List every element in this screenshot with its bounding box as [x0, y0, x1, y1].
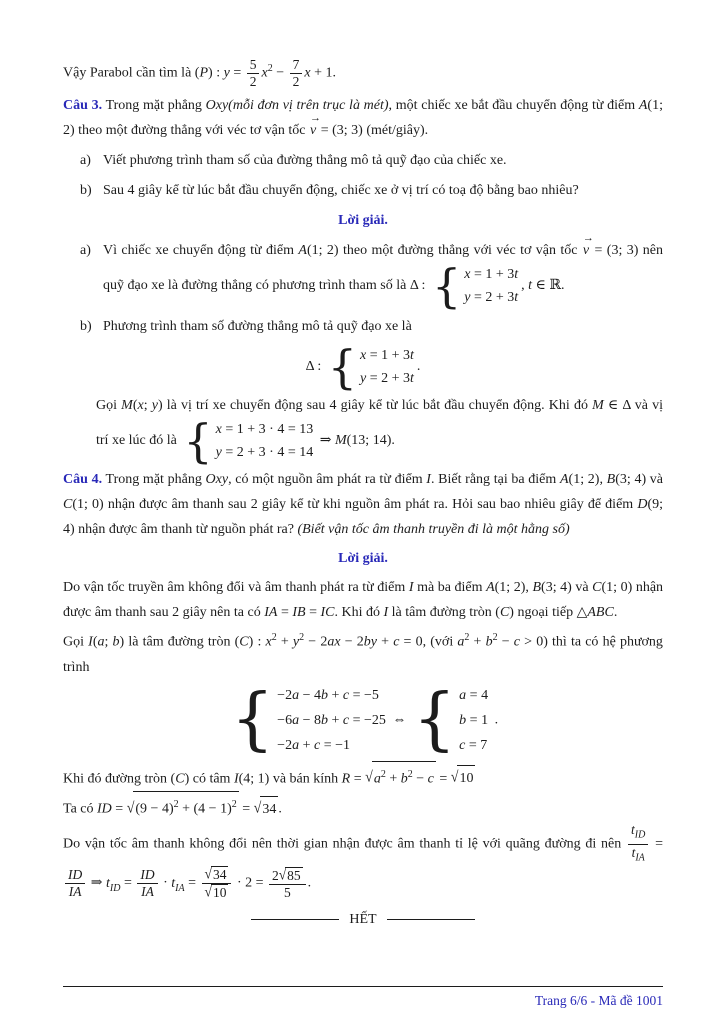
end-marker — [63, 907, 663, 932]
list-item-body — [103, 148, 663, 173]
solution-3a — [80, 238, 664, 313]
text-run: nên quỹ đạo xe là đường thẳng có phương trình tham số là — [103, 242, 664, 294]
math-run: ⇒ — [87, 876, 106, 891]
fraction-numerator — [628, 822, 648, 844]
math-run: IA = IB = IC — [264, 604, 335, 620]
square-root — [205, 884, 229, 901]
math-run: x + 1. — [304, 65, 336, 81]
radicand — [211, 866, 229, 883]
fraction — [65, 867, 85, 900]
var-base: t — [631, 821, 635, 837]
math-run: x = 1 + 3 · 4 = 13 — [215, 421, 314, 437]
math-run: 5 — [283, 884, 291, 900]
text-run: Phương trình tham số đường thẳng mô tả quỹ đạo xe là — [103, 318, 412, 334]
subscripted-variable — [171, 876, 185, 894]
solution-3b-position — [96, 393, 664, 468]
cases-rows — [216, 418, 314, 464]
math-run: . — [491, 712, 499, 728]
math-run: A(1; 2) — [63, 97, 663, 138]
math-run: y = 2 + 3t — [360, 370, 414, 386]
cases-row — [459, 708, 488, 733]
math-run: Oxy — [205, 471, 229, 487]
fraction-numerator — [137, 867, 157, 883]
math-run: x = 1 + 3t — [360, 347, 414, 363]
question-3-item-a — [80, 148, 663, 173]
math-run: C(1; 0) — [592, 579, 633, 595]
text-run: Viết phương trình tham số của đường thẳng mô tả quỹ đạo của chiếc xe. — [103, 152, 507, 168]
cases-row — [464, 286, 518, 309]
cases-system — [230, 680, 386, 760]
math-run: ID = — [97, 801, 127, 817]
question-label: Câu 3. — [63, 97, 103, 113]
left-brace-icon: { — [431, 258, 462, 313]
math-run: , t ∈ ℝ. — [521, 278, 565, 294]
math-run: − — [272, 65, 288, 81]
math-run: − c > 0 — [497, 634, 544, 650]
cases-row — [464, 263, 518, 286]
math-run: (P) : y = — [194, 65, 245, 81]
text-run: Khi đó đường tròn — [63, 771, 171, 787]
text-run: (với — [426, 634, 458, 650]
math-run: = (3; 3) — [317, 122, 363, 138]
radicand — [211, 884, 229, 901]
math-run: 2 — [292, 73, 300, 89]
text-run: Gọi — [96, 397, 122, 413]
subscript: IA — [635, 852, 645, 864]
solution-4-equal-distances — [63, 575, 663, 625]
cases-row — [277, 733, 386, 758]
math-run: 2 — [249, 73, 257, 89]
math-run: IA — [141, 884, 154, 900]
math-run: −2a − 4b + c = −5 — [277, 687, 379, 703]
text-run: , một chiếc xe bắt đầu chuyển động từ điểm — [388, 97, 639, 113]
radicand — [372, 761, 436, 792]
fraction — [247, 57, 260, 90]
cases-row — [360, 367, 414, 390]
math-run: c = 7 — [459, 737, 488, 753]
solution-heading-q4: Lời giải. — [338, 550, 388, 566]
square-root — [205, 866, 229, 883]
math-run: A(1; 2) — [298, 242, 339, 258]
text-run: . Biết rằng tại ba điểm — [430, 471, 560, 487]
solution-4-center-radius — [63, 761, 663, 792]
math-run: + b — [469, 634, 493, 650]
math-run: · — [159, 876, 172, 891]
vector-arrow-symbol: v → — [310, 118, 316, 143]
math-run: . — [416, 359, 421, 375]
math-run: = — [238, 801, 254, 817]
question-4 — [63, 467, 663, 542]
math-run: + b — [385, 771, 408, 787]
text-run: là tâm đường tròn — [388, 604, 496, 620]
math-run: 34 — [212, 867, 227, 883]
math-run: 34 — [262, 801, 277, 817]
text-run: ) thì ta có hệ phương trình — [63, 634, 663, 675]
math-run: IA — [68, 884, 82, 900]
text-run: và bán kính — [269, 771, 342, 787]
math-run: Δ : — [409, 278, 429, 294]
text-run: Do vận tốc truyền âm không đổi và âm thanh phát ra từ điểm — [63, 579, 409, 595]
list-item-label: b) — [80, 182, 92, 198]
math-run: a — [373, 771, 381, 787]
left-brace-icon: { — [230, 680, 275, 760]
text-run: . — [278, 801, 282, 817]
cases-row — [459, 683, 488, 708]
text-run: là tâm đường tròn — [124, 634, 235, 650]
radical-sign-icon: √ — [204, 866, 212, 883]
math-run: ⇒ M(13; 14). — [316, 433, 395, 449]
math-run: 5 — [249, 56, 257, 72]
text-run: Trong mặt phẳng — [102, 471, 206, 487]
fraction-numerator — [290, 57, 303, 73]
var-base: t — [105, 876, 110, 891]
italic-text-run: (Biết vận tốc âm thanh truyền đi là một hằng số) — [297, 521, 570, 537]
cases-system — [412, 680, 489, 760]
cases-system — [327, 339, 414, 394]
math-run: I — [426, 471, 431, 487]
text-run: nhận được âm thanh từ nguồn phát ra? — [74, 521, 298, 537]
math-run: 10 — [459, 771, 474, 787]
math-run: a — [457, 634, 465, 650]
math-run: x = 1 + 3t — [464, 266, 519, 282]
math-run: B(3; 4) — [532, 579, 572, 595]
math-run: △ABC. — [576, 604, 618, 620]
math-run: 2 — [272, 867, 279, 883]
fraction — [628, 822, 648, 866]
superscript: 2 — [299, 631, 305, 643]
math-run: I — [383, 604, 389, 620]
subscript: IA — [175, 882, 185, 894]
text-run: là vị trí xe chuyển động sau 4 giây kể từ lúc bắt đầu chuyển động. Khi đó — [162, 397, 593, 413]
math-run: y = 2 + 3 · 4 = 14 — [215, 444, 314, 460]
math-run: −6a − 8b + c = −25 — [277, 712, 386, 728]
radical-sign-icon: √ — [253, 800, 262, 817]
math-run: + (4 − 1) — [178, 801, 232, 817]
math-run: I(4; 1) — [233, 771, 270, 787]
footer-page-number: Trang 6/6 - Mã đề 1001 — [534, 993, 663, 1008]
text-run: Vì chiếc xe chuyển động từ điểm — [103, 242, 299, 258]
math-run: (C) — [170, 771, 190, 787]
math-run: 85 — [287, 867, 301, 883]
math-run: −2a + c = −1 — [277, 737, 350, 753]
subscript: ID — [109, 882, 121, 894]
intro-parabola-line — [63, 56, 663, 90]
math-run: + y — [276, 634, 300, 650]
cases-row — [216, 441, 314, 464]
text-run: ngoại tiếp — [513, 604, 577, 620]
fraction-numerator — [202, 866, 232, 883]
list-item-body — [103, 178, 663, 203]
text-run: , — [525, 579, 533, 595]
fraction-numerator — [269, 867, 306, 884]
fraction-denominator — [247, 73, 260, 90]
text-run: Trong mặt phẳng — [102, 97, 206, 113]
math-run: ID — [140, 867, 155, 883]
solution-4-distance-id — [63, 791, 663, 822]
cases-row — [216, 418, 314, 441]
subscripted-variable — [631, 844, 645, 864]
fraction-denominator — [65, 883, 85, 900]
subscripted-variable — [631, 821, 646, 841]
math-run: = — [435, 771, 451, 787]
math-run: = — [184, 876, 200, 891]
math-run: M(x; y) — [121, 397, 163, 413]
radicand — [260, 796, 278, 822]
list-item-body — [103, 238, 664, 313]
math-run: ⇔ — [388, 712, 410, 728]
superscript: 2 — [492, 631, 498, 643]
display-trajectory-system — [63, 339, 663, 394]
square-root — [451, 765, 476, 791]
math-run: = — [120, 876, 136, 891]
end-rule-right — [387, 919, 475, 920]
text-run: mà ba điểm — [413, 579, 487, 595]
fraction — [137, 867, 157, 900]
superscript: 2 — [271, 631, 277, 643]
footer-rule — [63, 986, 663, 987]
fraction-numerator — [65, 867, 85, 883]
question-3 — [63, 93, 663, 143]
fraction — [290, 57, 303, 90]
math-run: (9 − 4) — [135, 801, 174, 817]
vector-arrow-symbol: v → — [583, 238, 589, 263]
left-brace-icon: { — [327, 339, 357, 394]
text-run: , — [599, 471, 607, 487]
cases-row — [459, 733, 488, 758]
radical-sign-icon: √ — [278, 866, 287, 883]
text-run: Gọi — [63, 634, 89, 650]
math-run: (C) — [495, 604, 514, 620]
text-run: Vậy Parabol cần tìm là — [63, 65, 195, 81]
math-run: Δ : — [305, 359, 325, 375]
cases-rows — [459, 683, 488, 758]
math-run: − c — [412, 771, 434, 787]
math-run: 10 — [212, 885, 227, 901]
italic-text-run: (mỗi đơn vị trên trục là mét) — [228, 97, 389, 113]
fraction — [202, 866, 232, 901]
cases-system — [183, 413, 314, 468]
math-run: Oxy — [205, 97, 229, 113]
cases-row — [277, 708, 386, 733]
radical-sign-icon: √ — [365, 769, 373, 786]
left-brace-icon: { — [412, 680, 457, 760]
math-run: a = 4 — [459, 687, 489, 703]
radicand — [457, 765, 475, 791]
square-root — [279, 867, 303, 884]
math-run: D(9; 4) — [63, 496, 663, 537]
document-body — [63, 56, 663, 932]
cases-row — [277, 683, 386, 708]
page-footer — [63, 986, 663, 1010]
solution-3b — [80, 314, 663, 339]
radical-sign-icon: √ — [126, 800, 135, 817]
radicand — [285, 867, 303, 884]
text-run: nhận được âm thanh sau 2 giây nên ta có — [63, 579, 664, 620]
cases-row — [360, 344, 414, 367]
solution-heading-q3: Lời giải. — [338, 212, 388, 228]
solution-4-time-ratio — [63, 822, 663, 901]
math-run: R = — [341, 771, 366, 787]
question-label: Câu 4. — [63, 471, 103, 487]
fraction — [269, 867, 306, 901]
math-run: ID — [68, 867, 83, 883]
list-item-label: a) — [80, 152, 91, 168]
math-run: A(1; 2) — [486, 579, 526, 595]
math-run: x — [261, 65, 268, 81]
square-root — [365, 761, 436, 792]
math-run: I(a; b) — [88, 634, 125, 650]
math-run: 7 — [292, 56, 300, 72]
text-run: và — [646, 471, 664, 487]
fraction-denominator — [202, 883, 232, 901]
subscripted-variable — [105, 876, 121, 894]
list-item-label: b) — [80, 318, 92, 334]
math-run: . — [307, 876, 312, 891]
text-run: Ta có — [63, 801, 98, 817]
math-run: = (3; 3) — [590, 242, 639, 258]
end-rule-left — [251, 919, 339, 920]
fraction-denominator — [137, 883, 157, 900]
square-root — [127, 791, 239, 822]
text-run: và — [571, 579, 593, 595]
display-circle-system — [63, 680, 663, 760]
superscript: 2 — [231, 799, 237, 811]
text-run: nhận được âm thanh sau 2 giây kể từ khi nguồn âm phát ra. Hỏi sau bao nhiêu giây để điểm — [103, 496, 638, 512]
left-brace-icon: { — [183, 413, 213, 468]
math-run: M ∈ Δ — [592, 397, 631, 413]
cases-rows — [277, 683, 386, 758]
end-text: HẾT — [349, 912, 377, 928]
math-run: · 2 = — [233, 876, 267, 891]
var-base: t — [631, 844, 636, 860]
math-run: − 2ax − 2by + c = 0, — [304, 634, 427, 650]
solution-4-circle-setup — [63, 625, 663, 680]
superscript: 2 — [464, 631, 470, 643]
list-item-body — [103, 314, 663, 339]
cases-system — [431, 258, 519, 313]
math-run: = — [650, 836, 663, 852]
math-run: B(3; 4) — [606, 471, 647, 487]
text-run: (mét/giây). — [362, 122, 429, 138]
text-run: và vị trí xe lúc đó là — [96, 397, 664, 449]
fraction-numerator — [247, 57, 260, 73]
var-base: t — [171, 876, 176, 891]
text-run: Sau 4 giây kể từ lúc bắt đầu chuyển động, chiếc xe ở vị trí có toạ độ bằng bao nhiêu? — [103, 182, 579, 198]
fraction-denominator — [628, 844, 648, 867]
math-run: C(1; 0) — [63, 496, 104, 512]
text-run: Do vận tốc âm thanh không đổi nên thời gian nhận được âm thanh tỉ lệ với quãng đường đi nên — [63, 836, 627, 852]
math-run: I — [408, 579, 414, 595]
text-run: có tâm — [189, 771, 234, 787]
fraction-denominator — [290, 73, 303, 90]
cases-rows — [360, 344, 414, 390]
radical-sign-icon: √ — [204, 884, 212, 901]
math-run: (C) : x — [234, 634, 272, 650]
list-item-label: a) — [80, 242, 91, 258]
text-run: . Khi đó — [334, 604, 384, 620]
radicand — [133, 791, 238, 822]
square-root — [254, 796, 279, 822]
math-run: b = 1 — [459, 712, 489, 728]
question-3-item-b — [80, 178, 663, 203]
math-run: A(1; 2) — [559, 471, 600, 487]
fraction-denominator — [269, 884, 306, 901]
superscript: 2 — [267, 63, 273, 74]
subscript: ID — [634, 829, 646, 841]
text-run: theo một đường thẳng với véc tơ vận tốc — [338, 242, 582, 258]
superscript: 2 — [380, 768, 386, 780]
text-run: , có một nguồn âm phát ra từ điểm — [228, 471, 427, 487]
cases-rows — [464, 263, 518, 309]
superscript: 2 — [407, 768, 413, 780]
text-run: theo một đường thẳng với véc tơ vận tốc — [74, 122, 309, 138]
superscript: 2 — [173, 799, 179, 811]
math-run: y = 2 + 3t — [464, 289, 519, 305]
radical-sign-icon: √ — [450, 769, 459, 786]
